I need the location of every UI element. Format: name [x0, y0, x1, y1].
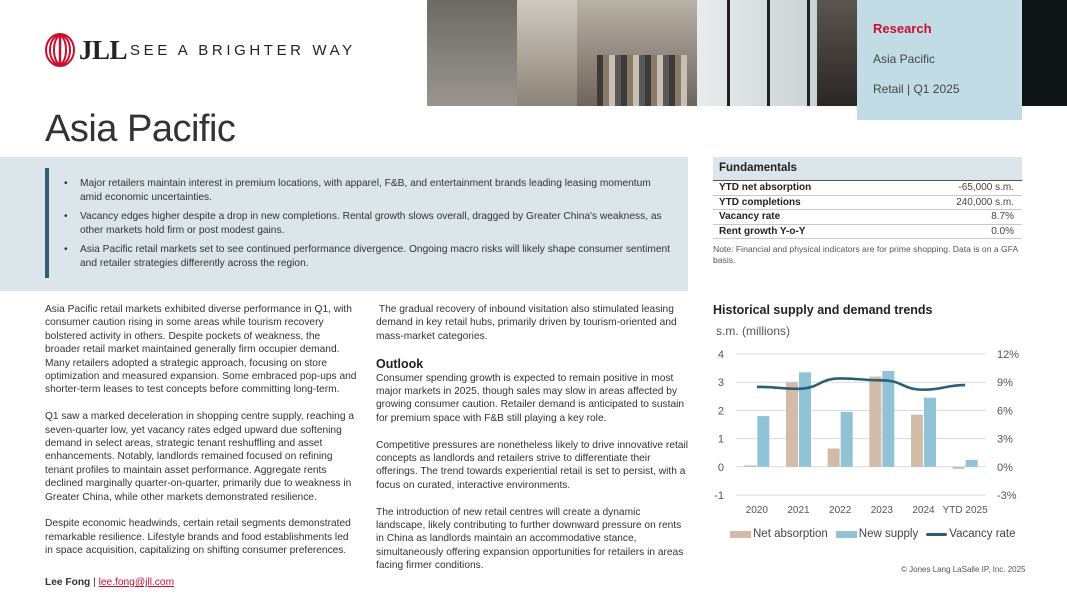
bar-net-absorption: [828, 448, 840, 466]
legend-item-vacancy-rate: [926, 528, 1015, 540]
chart-legend: [730, 528, 1024, 540]
research-box: [857, 0, 1022, 120]
body-paragraph: Q1 saw a marked deceleration in shopping centre supply, reaching a seven-quarter low, yet vacancy rates edged upward due softening demand in select areas, strategic tenant reshuffling and asset enhancements. Notably, landlords remained focused on refining tenant profiles to maintain asset performance. Aggregate rents declined marginally quarter-on-quarter, primarily due to weakness in Greater China, while other markets demonstrated resilience.: [45, 411, 355, 503]
bar-net-absorption: [953, 467, 965, 469]
jll-logo-mark: [45, 33, 75, 67]
x-tick-label: 2023: [870, 505, 893, 516]
bar-new-supply: [757, 416, 769, 467]
highlights-panel: [0, 157, 688, 291]
fundamentals-value: 0.0%: [991, 225, 1014, 237]
legend-swatch: [836, 531, 857, 538]
highlights-list: [62, 177, 670, 276]
fundamentals-label: Rent growth Y-o-Y: [719, 225, 806, 237]
y2-tick-label: 6%: [997, 405, 1013, 418]
x-tick-label: YTD 2025: [942, 505, 988, 516]
research-region: Asia Pacific: [873, 52, 936, 66]
legend-item-net-absorption: [730, 528, 828, 540]
chart-title: Historical supply and demand trends: [713, 303, 933, 317]
page-title: Asia Pacific: [45, 108, 236, 150]
author-line: [45, 577, 174, 588]
highlight-item: • Major retailers maintain interest in premium locations, with apparel, F&B, and entertainment brands leading leasing momentum amid economic uncertainties.: [62, 177, 670, 204]
y-tick-label: -1: [714, 490, 724, 502]
author-name: Lee Fong: [45, 577, 91, 588]
legend-label: Vacancy rate: [949, 528, 1016, 540]
y2-tick-label: -3%: [997, 490, 1017, 502]
highlight-item: • Asia Pacific retail markets set to see continued performance divergence. Ongoing macro risks will likely shape consumer sentiment and retailer strategies differently across the region.: [62, 243, 670, 270]
bar-net-absorption: [869, 377, 881, 467]
x-tick-label: 2024: [912, 505, 935, 516]
bar-new-supply: [966, 460, 978, 467]
supply-demand-chart: [700, 340, 1030, 525]
body-paragraph: Despite economic headwinds, certain retail segments demonstrated remarkable resilience. Lifestyle brands and food establishments led in space acquisition, capitalizing on shifting consumer preferences.: [45, 518, 351, 557]
x-tick-label: 2020: [745, 505, 768, 516]
fundamentals-row: [713, 225, 1022, 240]
bar-net-absorption: [786, 382, 798, 467]
bar-new-supply: [841, 412, 853, 467]
body-paragraph: Consumer spending growth is expected to remain positive in most major markets in 2025, though sales may slow in areas affected by growing consumer caution. Retailer demand is anticipated to sustain for premium space with F&B still playing a key role.: [376, 372, 685, 424]
highlight-item: • Vacancy edges higher despite a drop in new completions. Rental growth slows overall, dragged by Greater China's weakness, as other markets hold firm or post modest gains.: [62, 210, 670, 237]
research-label: Research: [873, 21, 932, 36]
fundamentals-value: 240,000 s.m.: [956, 196, 1014, 208]
fundamentals-note: Note: Financial and physical indicators are for prime shopping. Data is on a GFA basis.: [713, 244, 1018, 265]
y2-tick-label: 9%: [997, 377, 1013, 390]
highlights-accent-bar: [45, 168, 49, 278]
bar-new-supply: [882, 371, 894, 467]
y-tick-label: 0: [717, 461, 724, 474]
bar-new-supply: [924, 398, 936, 467]
y2-tick-label: 3%: [997, 433, 1013, 446]
legend-swatch: [730, 531, 751, 538]
body-paragraph: The gradual recovery of inbound visitation also stimulated leasing demand in key retail hubs, primarily driven by tourism-oriented and mass-market categories.: [376, 304, 680, 342]
y-tick-label: 1: [717, 433, 724, 446]
copyright: © Jones Lang LaSalle IP, Inc. 2025: [901, 565, 1026, 574]
x-tick-label: 2022: [829, 505, 852, 516]
bar-net-absorption: [911, 415, 923, 467]
body-paragraph: Asia Pacific retail markets exhibited diverse performance in Q1, with consumer caution rising in some areas while tourism recovery bolstered activity in others. Despite pockets of weakness, the broader retail market maintained generally firm occupier demand. Many retailers adopted a strategic approach, focusing on store optimization and measured expansion. Some embraced pop-ups and shorter-term leases to test concepts before committing long-term.: [45, 304, 357, 396]
jll-logo[interactable]: [45, 33, 127, 67]
outlook-heading: Outlook: [376, 356, 424, 371]
y2-tick-label: 12%: [997, 349, 1020, 361]
y-tick-label: 3: [717, 377, 724, 390]
tagline: SEE A BRIGHTER WAY: [130, 42, 356, 59]
fundamentals-value: -65,000 s.m.: [958, 182, 1014, 193]
fundamentals-label: Vacancy rate: [719, 211, 781, 222]
fundamentals-row: [713, 210, 1022, 225]
bar-net-absorption: [744, 465, 756, 466]
x-tick-label: 2021: [787, 505, 810, 516]
body-column-1: [45, 303, 357, 571]
body-paragraph: Competitive pressures are nonetheless likely to drive innovative retail concepts as landlords and retailers strive to differentiate their offerings. The trend towards experiential retail is set to persist, with a focus on curated, interactive environments.: [376, 439, 689, 491]
logo-wordmark: JLL: [79, 34, 128, 65]
fundamentals-label: YTD completions: [719, 196, 801, 208]
chart-y-axis-label: s.m. (millions): [716, 324, 790, 338]
fundamentals-table: [713, 157, 1022, 266]
author-email-link[interactable]: lee.fong@jll.com: [98, 577, 175, 588]
y-tick-label: 2: [717, 405, 724, 418]
research-report: Retail | Q1 2025: [873, 82, 960, 96]
y2-tick-label: 0%: [997, 461, 1013, 474]
body-paragraph: The introduction of new retail centres will create a dynamic landscape, likely contributing to further downward pressure on rents in China as landlords maintain an accommodative stance, simultaneously offering expansion opportunities for retailers in areas facing firmer conditions.: [376, 506, 684, 572]
fundamentals-title: Fundamentals: [713, 157, 1022, 181]
fundamentals-value: 8.7%: [991, 211, 1014, 222]
fundamentals-label: YTD net absorption: [719, 182, 812, 193]
author-separator: |: [90, 577, 99, 588]
legend-label: Net absorption: [753, 528, 828, 540]
body-column-2: [376, 303, 688, 586]
fundamentals-row: [713, 196, 1022, 211]
legend-label: New supply: [858, 528, 919, 540]
legend-item-new-supply: [836, 528, 918, 540]
y-tick-label: 4: [717, 349, 724, 361]
legend-swatch: [926, 533, 947, 536]
fundamentals-row: [713, 181, 1022, 196]
